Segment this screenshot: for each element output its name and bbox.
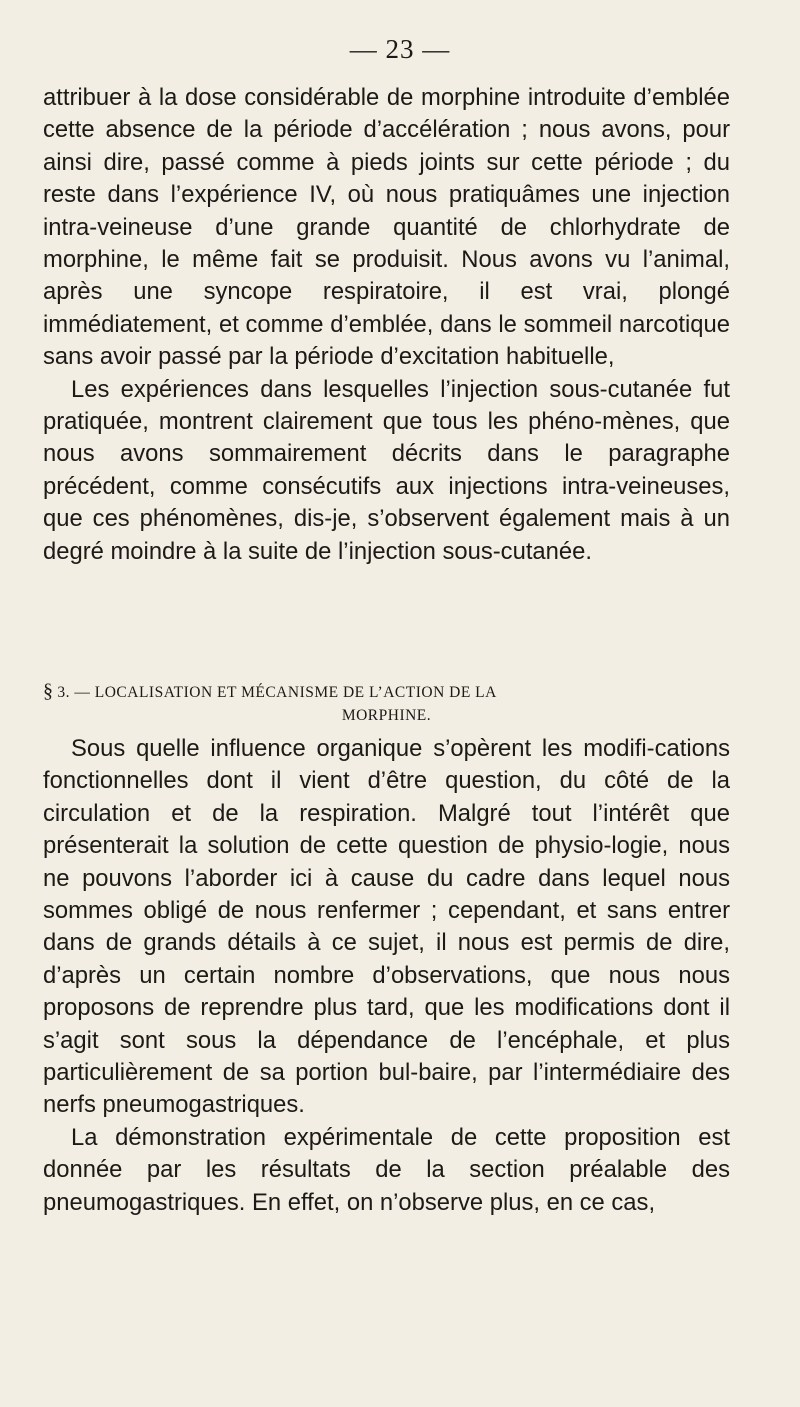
paragraph: Les expériences dans lesquelles l’injection sous-cutanée fut pratiquée, montrent clairement que tous les phéno-mènes, que nous avons sommairement décrits dans le paragraphe précédent, comme consécutifs aux injections intra-veineuses, que ces phénomènes, dis-je, s’observent également mais à un degré moindre à la suite de l’injection sous-cutanée. [43,375,730,565]
section-symbol: § [43,680,53,702]
section-heading [43,680,730,725]
section-heading-line-1 [43,680,730,703]
paragraph: La démonstration expérimentale de cette proposition est donnée par les résultats de la section préalable des pneumogastriques. En effet, on n’observe plus, en ce cas, [43,1123,730,1216]
paragraph: attribuer à la dose considérable de morphine introduite d’emblée cette absence de la période d’accélération ; nous avons, pour ainsi dire, passé comme à pieds joints sur cette période ; du reste dans l’expérience IV, où nous pratiquâmes une injection intra-veineuse d’une grande quantité de chlorhydrate de morphine, le même fait se produisit. Nous avons vu l’animal, après une syncope respiratoire, il est vrai, plongé immédiatement, et comme d’emblée, dans le sommeil narcotique sans avoir passé par la période d’excitation habituelle, [43,84,730,371]
body-text-top [43,82,730,568]
page-number: — 23 — [349,34,451,64]
section-number: 3. [57,684,70,701]
section-title-line-1: — LOCALISATION ET MÉCANISME DE L’ACTION DE LA [74,684,497,701]
body-text-section [43,733,730,1219]
paragraph: Sous quelle influence organique s’opèrent les modifi-cations fonctionnelles dont il vient d’être question, du côté de la circulation et de la respiration. Malgré tout l’intérêt que présenterait la solution de cette question de physio-logie, nous ne pouvons l’aborder ici à cause du cadre dans lequel nous sommes obligé de nous renfermer ; cependant, et sans entrer dans de grands détails à ce sujet, il nous est permis de dire, d’après un certain nombre d’observations, que nous nous proposons de reprendre plus tard, que les modifications dont il s’agit sont sous la dépendance de l’encéphale, et plus particulièrement de sa portion bul-baire, par l’intermédiaire des nerfs pneumogastriques. [43,735,730,1119]
section-title-line-2: MORPHINE. [341,707,432,724]
